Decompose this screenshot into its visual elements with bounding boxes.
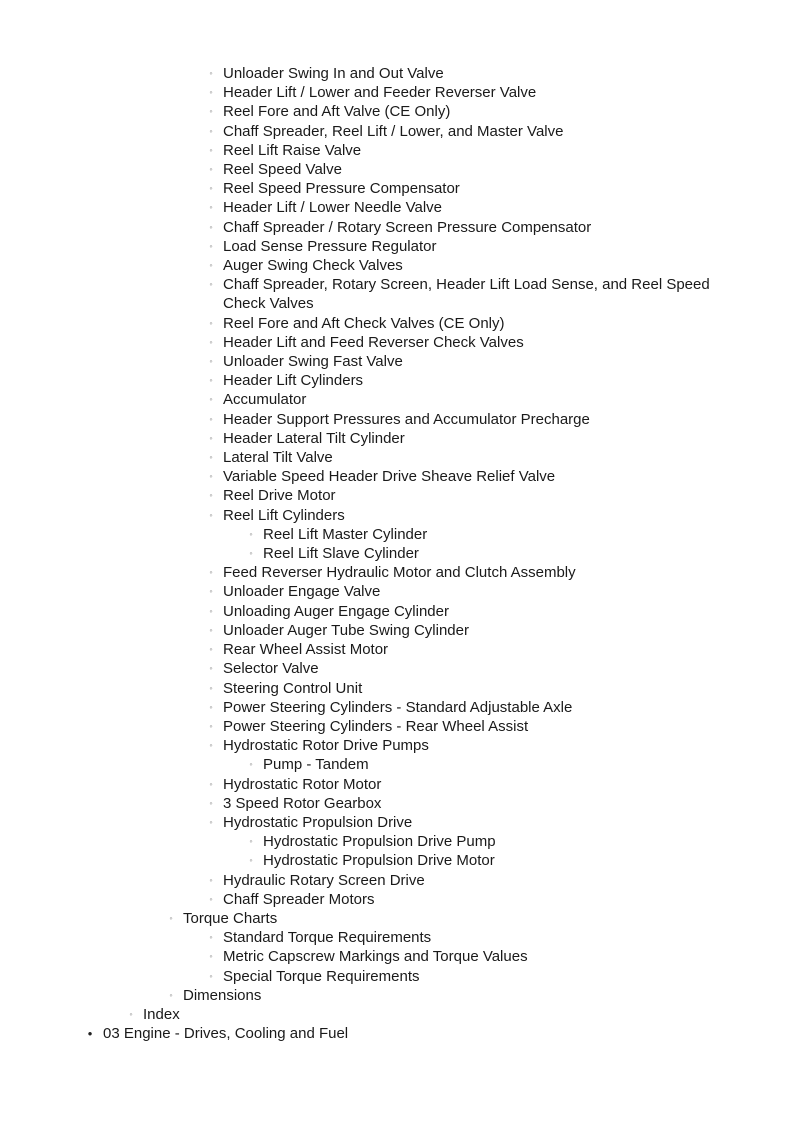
hollow-bullet-icon: ◦ [209, 279, 213, 290]
toc-entry-label: Standard Torque Requirements [223, 929, 432, 947]
toc-entry-label: Unloader Auger Tube Swing Cylinder [223, 621, 469, 639]
toc-entry[interactable] [0, 679, 794, 698]
toc-entry[interactable] [0, 563, 794, 582]
hollow-bullet-icon: ◦ [209, 413, 213, 424]
hollow-bullet-icon: ◦ [209, 68, 213, 78]
hollow-bullet-icon: ◦ [209, 87, 213, 98]
toc-entry-label: Reel Lift Master Cylinder [263, 525, 428, 543]
toc-entry[interactable] [0, 928, 794, 947]
toc-entry-label: Unloader Swing In and Out Valve [223, 65, 444, 82]
toc-entry[interactable] [0, 102, 794, 121]
hollow-bullet-icon: ◦ [209, 970, 213, 981]
toc-entry-label: Header Support Pressures and Accumulator Precharge [223, 410, 590, 428]
hollow-bullet-icon: ◦ [209, 336, 213, 347]
toc-entry-label: Steering Control Unit [223, 679, 363, 697]
hollow-bullet-icon: ◦ [209, 701, 213, 712]
hollow-bullet-icon: ◦ [209, 509, 213, 520]
hollow-bullet-icon: ◦ [169, 989, 173, 1000]
toc-entry[interactable] [0, 64, 794, 83]
toc-entry[interactable] [0, 525, 794, 544]
toc-entry[interactable] [0, 390, 794, 409]
toc-entry-label: Chaff Spreader, Reel Lift / Lower, and Master Valve [223, 122, 564, 140]
toc-entry-label: Header Lift Cylinders [223, 372, 364, 390]
hollow-bullet-icon: ◦ [209, 778, 213, 789]
hollow-bullet-icon: ◦ [209, 893, 213, 904]
toc-entry-label: Variable Speed Header Drive Sheave Relief Valve [223, 468, 556, 486]
toc-entry[interactable] [0, 198, 794, 217]
hollow-bullet-icon: ◦ [209, 740, 213, 751]
toc-entry[interactable] [0, 83, 794, 102]
hollow-bullet-icon: ◦ [209, 356, 213, 367]
hollow-bullet-icon: ◦ [209, 260, 213, 271]
toc-entry-label: Selector Valve [223, 660, 319, 678]
hollow-bullet-icon: ◦ [209, 164, 213, 175]
toc-entry-label: Power Steering Cylinders - Rear Wheel Assist [223, 717, 529, 735]
hollow-bullet-icon: ◦ [209, 452, 213, 463]
toc-entry-label: Header Lift / Lower Needle Valve [223, 199, 443, 217]
toc-entry-label: Torque Charts [183, 909, 278, 927]
toc-entry[interactable] [0, 160, 794, 179]
toc-entry[interactable] [0, 659, 794, 678]
toc-entry[interactable] [0, 486, 794, 505]
toc-entry-label: Auger Swing Check Valves [223, 257, 403, 275]
toc-entry-label: Lateral Tilt Valve [223, 449, 333, 467]
hollow-bullet-icon: ◦ [209, 375, 213, 386]
toc-entry[interactable] [0, 947, 794, 966]
table-of-contents [0, 64, 794, 1043]
toc-entry-label: Load Sense Pressure Regulator [223, 237, 437, 255]
toc-entry[interactable] [0, 371, 794, 390]
hollow-bullet-icon: ◦ [209, 951, 213, 962]
toc-entry-label: Special Torque Requirements [223, 967, 420, 985]
hollow-bullet-icon: ◦ [209, 874, 213, 885]
toc-entry[interactable] [0, 122, 794, 141]
hollow-bullet-icon: ◦ [249, 548, 253, 559]
toc-entry-label: Unloading Auger Engage Cylinder [223, 602, 449, 620]
hollow-bullet-icon: ◦ [209, 144, 213, 155]
toc-entry-label: Feed Reverser Hydraulic Motor and Clutch Assembly [223, 564, 576, 582]
hollow-bullet-icon: ◦ [209, 624, 213, 635]
toc-entry-label: Rear Wheel Assist Motor [223, 641, 389, 659]
toc-entry[interactable] [0, 909, 794, 928]
hollow-bullet-icon: ◦ [209, 471, 213, 482]
toc-entry[interactable] [0, 448, 794, 467]
toc-entry-label: Chaff Spreader Motors [223, 890, 375, 908]
toc-entry[interactable] [0, 352, 794, 371]
toc-entry-label: Header Lift / Lower and Feeder Reverser Valve [223, 84, 537, 102]
hollow-bullet-icon: ◦ [209, 183, 213, 194]
hollow-bullet-icon: ◦ [209, 567, 213, 578]
toc-entry[interactable] [0, 967, 794, 986]
toc-entry[interactable] [0, 775, 794, 794]
hollow-bullet-icon: ◦ [249, 855, 253, 866]
hollow-bullet-icon: ◦ [209, 490, 213, 501]
hollow-bullet-icon: ◦ [249, 759, 253, 770]
toc-entry[interactable] [0, 429, 794, 448]
hollow-bullet-icon: ◦ [209, 797, 213, 808]
toc-entry[interactable] [0, 237, 794, 256]
toc-entry[interactable] [0, 141, 794, 160]
hollow-bullet-icon: ◦ [209, 202, 213, 213]
hollow-bullet-icon: ◦ [249, 528, 253, 539]
toc-entry-label: Reel Speed Pressure Compensator [223, 180, 460, 198]
toc-entry[interactable] [0, 314, 794, 333]
toc-entry[interactable] [0, 813, 794, 832]
toc-entry-label: Hydrostatic Propulsion Drive [223, 813, 413, 831]
toc-entry-label: Chaff Spreader / Rotary Screen Pressure Compensator [223, 218, 592, 236]
toc-entry[interactable] [0, 851, 794, 870]
hollow-bullet-icon: ◦ [209, 663, 213, 674]
toc-entry[interactable] [0, 890, 794, 909]
toc-entry-label: Hydrostatic Propulsion Drive Motor [263, 852, 495, 870]
toc-entry[interactable] [0, 544, 794, 563]
toc-entry-label: Reel Lift Raise Valve [223, 141, 362, 159]
toc-entry-label: Hydrostatic Rotor Drive Pumps [223, 737, 429, 755]
toc-entry-label: Chaff Spreader, Rotary Screen, Header Lift Load Sense, and Reel Speed Check Valves [223, 276, 710, 313]
toc-entry[interactable] [0, 832, 794, 851]
hollow-bullet-icon: ◦ [209, 720, 213, 731]
toc-entry[interactable] [0, 179, 794, 198]
hollow-bullet-icon: ◦ [209, 432, 213, 443]
toc-entry-label: Hydraulic Rotary Screen Drive [223, 871, 425, 889]
toc-entry-label: Reel Lift Slave Cylinder [263, 545, 419, 563]
hollow-bullet-icon: ◦ [209, 221, 213, 232]
toc-entry[interactable] [0, 467, 794, 486]
hollow-bullet-icon: ◦ [209, 586, 213, 597]
toc-entry-label: Hydrostatic Propulsion Drive Pump [263, 833, 496, 851]
toc-entry-label: Reel Speed Valve [223, 161, 342, 179]
toc-entry[interactable] [0, 640, 794, 659]
toc-entry-label: Dimensions [183, 986, 262, 1004]
hollow-bullet-icon: ◦ [209, 816, 213, 827]
toc-entry[interactable] [0, 986, 794, 1005]
hollow-bullet-icon: ◦ [209, 682, 213, 693]
toc-entry[interactable] [0, 717, 794, 736]
hollow-bullet-icon: ◦ [209, 605, 213, 616]
toc-entry[interactable] [0, 256, 794, 275]
toc-entry[interactable] [0, 582, 794, 601]
hollow-bullet-icon: ◦ [169, 912, 173, 923]
toc-entry[interactable] [0, 1005, 794, 1024]
toc-entry[interactable] [0, 275, 794, 313]
hollow-bullet-icon: ◦ [209, 317, 213, 328]
toc-entry-label: Power Steering Cylinders - Standard Adjustable Axle [223, 698, 573, 716]
toc-entry[interactable] [0, 698, 794, 717]
toc-entry[interactable] [0, 218, 794, 237]
toc-entry-label: Index [143, 1005, 180, 1023]
toc-entry-label: Hydrostatic Rotor Motor [223, 775, 382, 793]
toc-entry[interactable] [0, 871, 794, 890]
toc-entry[interactable] [0, 736, 794, 755]
toc-entry[interactable] [0, 506, 794, 525]
toc-entry-label: Reel Fore and Aft Check Valves (CE Only) [223, 314, 505, 332]
toc-entry-label: Accumulator [223, 391, 307, 409]
toc-entry-label: Header Lift and Feed Reverser Check Valves [223, 333, 524, 351]
toc-entry-label: Reel Fore and Aft Valve (CE Only) [223, 103, 451, 121]
hollow-bullet-icon: ◦ [209, 106, 213, 117]
toc-entry-label: Header Lateral Tilt Cylinder [223, 429, 405, 447]
toc-entry[interactable] [0, 794, 794, 813]
hollow-bullet-icon: ◦ [249, 836, 253, 847]
hollow-bullet-icon: ◦ [209, 394, 213, 405]
hollow-bullet-icon: ◦ [129, 1008, 133, 1019]
toc-entry-label: 3 Speed Rotor Gearbox [223, 794, 382, 812]
toc-entry-label: Reel Lift Cylinders [223, 506, 345, 524]
filled-bullet-icon: • [87, 1026, 93, 1042]
toc-entry-label: Unloader Swing Fast Valve [223, 353, 403, 371]
toc-entry-label: Metric Capscrew Markings and Torque Values [223, 948, 528, 966]
toc-entry-label: 03 Engine - Drives, Cooling and Fuel [103, 1025, 349, 1043]
toc-entry[interactable] [0, 755, 794, 774]
toc-entry[interactable] [0, 333, 794, 352]
toc-entry[interactable] [0, 1024, 794, 1043]
hollow-bullet-icon: ◦ [209, 932, 213, 943]
toc-entry[interactable] [0, 602, 794, 621]
toc-entry-label: Unloader Engage Valve [223, 583, 381, 601]
hollow-bullet-icon: ◦ [209, 644, 213, 655]
hollow-bullet-icon: ◦ [209, 125, 213, 136]
toc-entry-label: Pump - Tandem [263, 756, 369, 774]
toc-entry[interactable] [0, 621, 794, 640]
hollow-bullet-icon: ◦ [209, 240, 213, 251]
toc-entry[interactable] [0, 410, 794, 429]
toc-entry-label: Reel Drive Motor [223, 487, 336, 505]
